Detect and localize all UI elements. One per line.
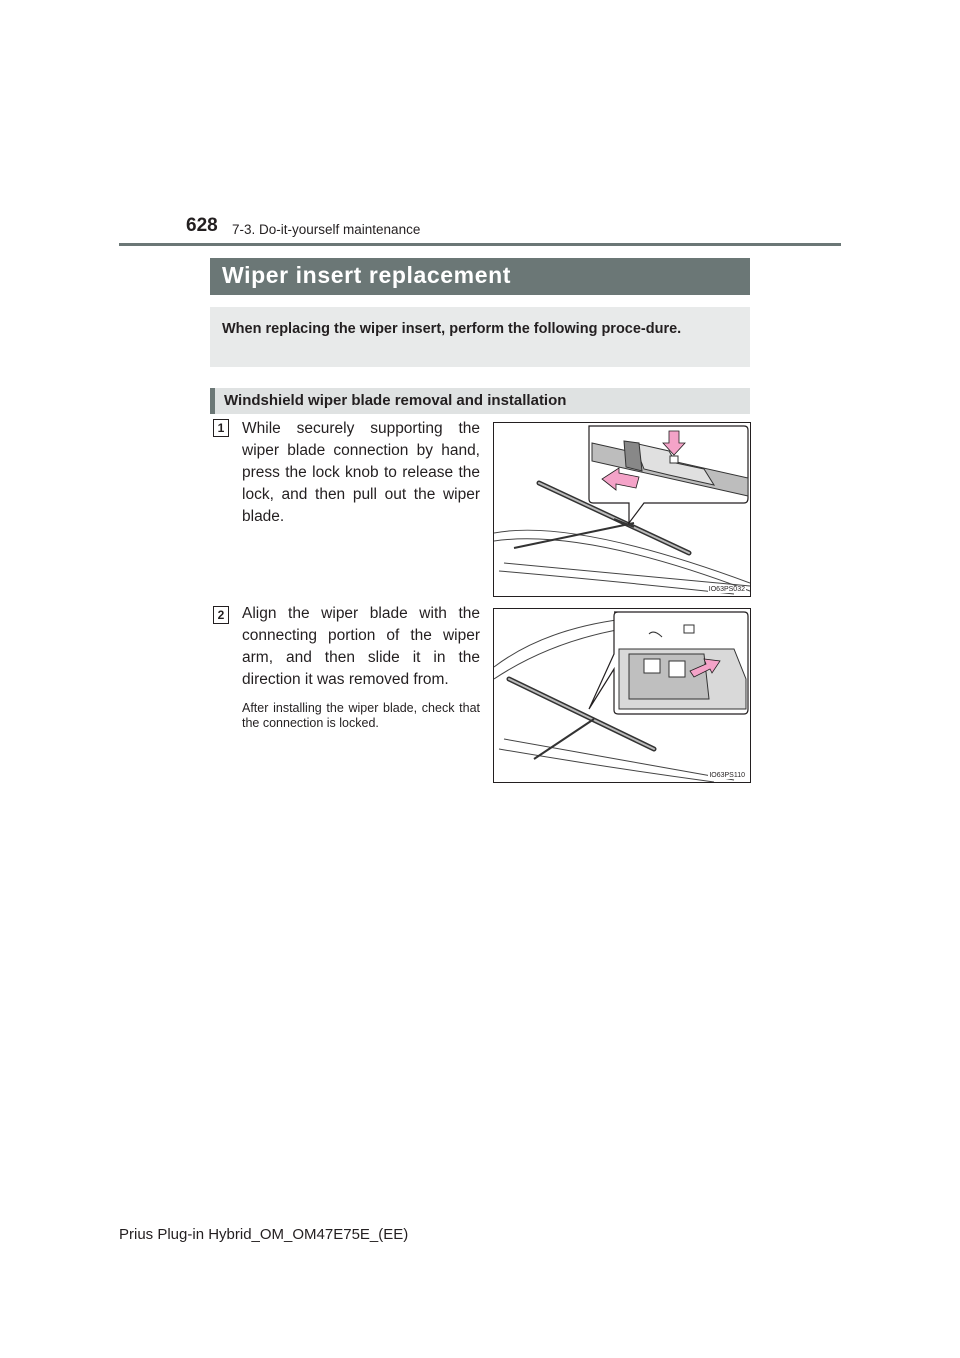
intro-text: When replacing the wiper insert, perform the following proce-dure. [222, 321, 682, 337]
figure-2-code: IO63PS110 [709, 772, 745, 779]
step-2-note: After installing the wiper blade, check that the connection is locked. [242, 701, 480, 730]
figure-step-2 [493, 608, 751, 783]
footer-text: Prius Plug-in Hybrid_OM_OM47E75E_(EE) [119, 1226, 409, 1243]
section-label: 7-3. Do-it-yourself maintenance [232, 222, 421, 237]
wiper-removal-illustration [494, 423, 750, 596]
header-divider [119, 243, 841, 246]
figure-1-code: IO63PS032 [708, 586, 745, 593]
figure-step-1 [493, 422, 751, 597]
subheading-accent [210, 388, 215, 414]
wiper-installation-illustration [494, 609, 750, 782]
step-1-text: While securely supporting the wiper blade connection by hand, press the lock knob to release the lock, and then pull out the wiper blade. [242, 420, 480, 525]
subheading-text: Windshield wiper blade removal and installation [224, 392, 567, 409]
step-1-number: 1 [213, 419, 229, 437]
step-2-text: Align the wiper blade with the connecting portion of the wiper arm, and then slide it in the direction it was removed from. [242, 605, 480, 688]
page-title: Wiper insert replacement [210, 258, 750, 295]
step-2-number: 2 [213, 606, 229, 624]
subheading-bar [210, 388, 750, 414]
intro-box [210, 307, 750, 367]
page-number: 628 [186, 215, 218, 236]
